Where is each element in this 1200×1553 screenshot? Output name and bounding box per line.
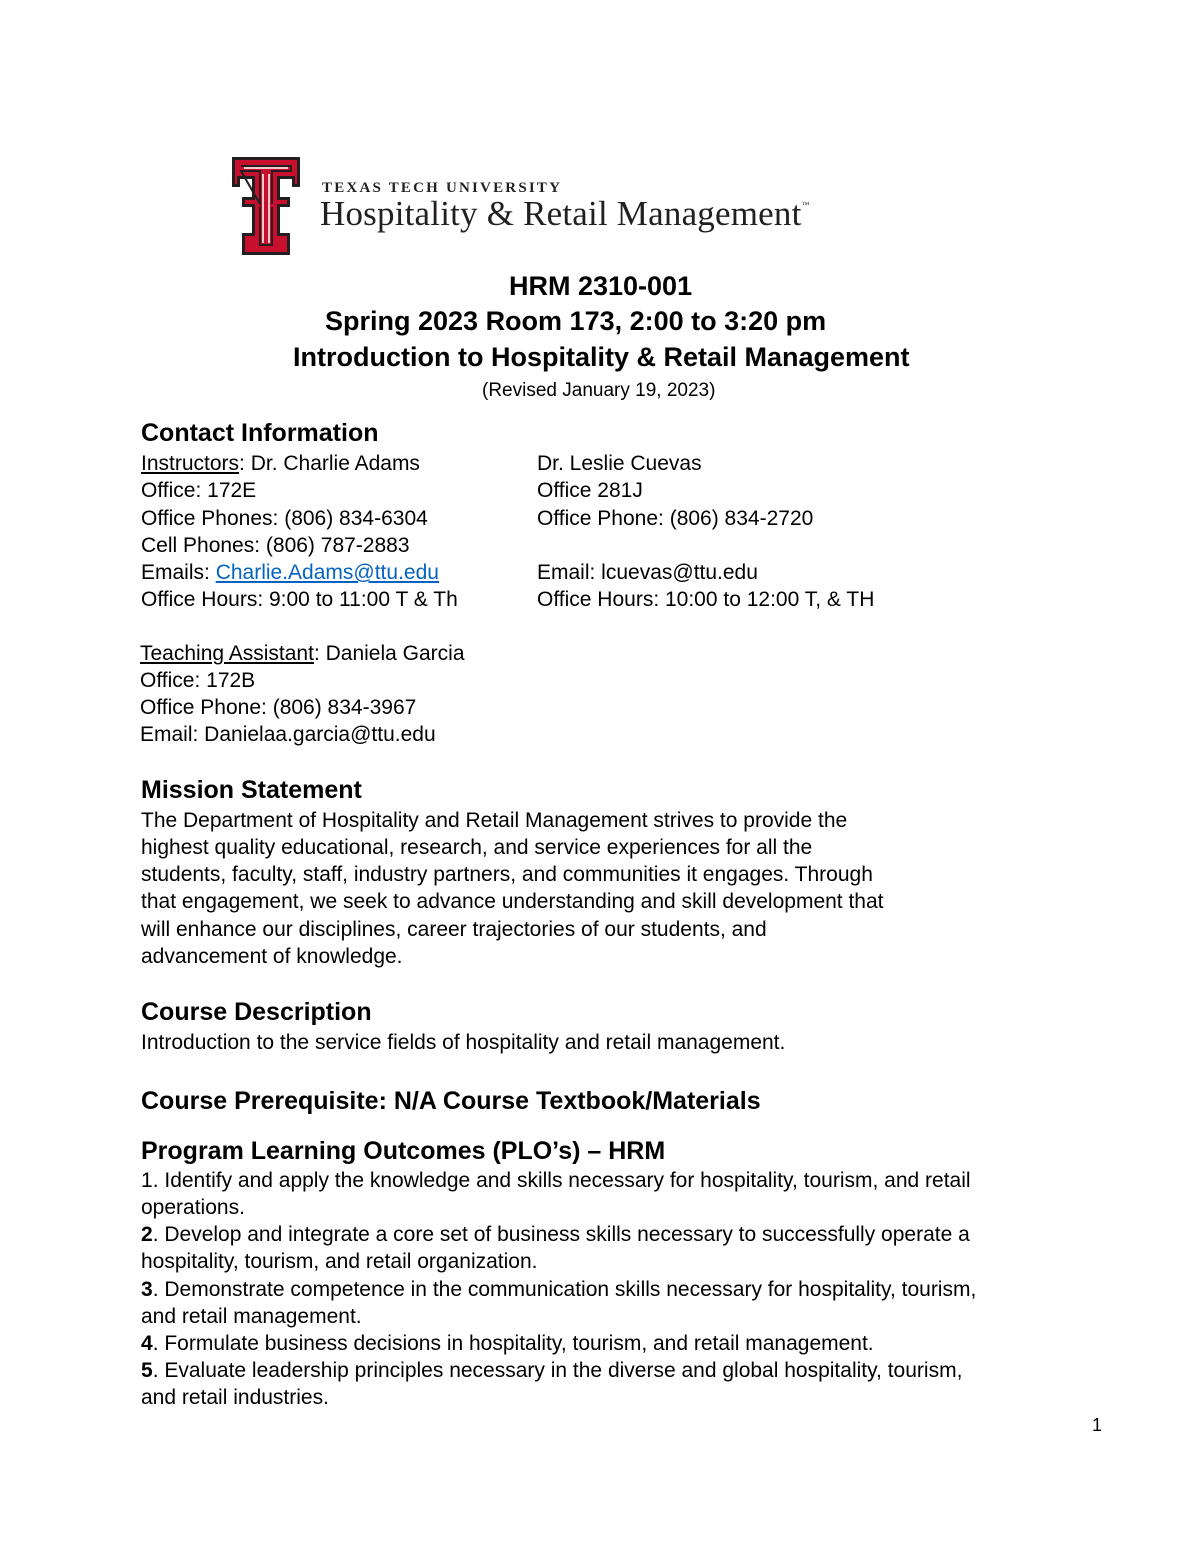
plo-text: . Formulate business decisions in hospitality, tourism, and retail management.: [152, 1332, 874, 1355]
instructor1-cell: Cell Phones: (806) 787-2883: [141, 534, 410, 557]
mission-line: students, faculty, staff, industry partners, and communities it engages. Through: [141, 863, 873, 886]
ta-office: Office: 172B: [140, 669, 256, 692]
plo-item-line: [141, 1221, 970, 1248]
university-name: TEXAS TECH UNIVERSITY: [322, 180, 563, 196]
plo-item-line: [141, 1357, 962, 1384]
plo-item-line: and retail industries.: [141, 1386, 329, 1409]
plo-number: 3: [141, 1278, 153, 1301]
mission-line: that engagement, we seek to advance understanding and skill development that: [141, 890, 884, 913]
plo-number: 1: [141, 1169, 153, 1192]
mission-line: highest quality educational, research, and service experiences for all the: [141, 836, 813, 859]
course-code: HRM 2310-001: [509, 271, 693, 301]
instructor2-office: Office 281J: [537, 479, 643, 502]
plo-item-line: operations.: [141, 1196, 245, 1219]
plo-item-line: hospitality, tourism, and retail organization.: [141, 1250, 538, 1273]
plo-item-line: [141, 1276, 976, 1303]
mission-heading: Mission Statement: [141, 776, 362, 804]
ta-label: Teaching Assistant: [140, 642, 314, 665]
plo-text: . Develop and integrate a core set of business skills necessary to successfully operate a: [152, 1223, 970, 1246]
mission-line: will enhance our disciplines, career trajectories of our students, and: [141, 918, 767, 941]
instructor1-name: : Dr. Charlie Adams: [239, 452, 420, 475]
instructor1-name-line: [141, 450, 420, 477]
plo-heading: Program Learning Outcomes (PLO’s) – HRM: [141, 1137, 666, 1165]
plo-number: 2: [141, 1223, 153, 1246]
instructor1-email-label: Emails:: [141, 561, 216, 584]
description-text: Introduction to the service fields of hospitality and retail management.: [141, 1031, 786, 1054]
instructor1-email-line: [141, 559, 439, 586]
instructor1-hours: Office Hours: 9:00 to 11:00 T & Th: [141, 588, 458, 611]
department-name-text: Hospitality & Retail Management: [320, 194, 802, 233]
ta-phone: Office Phone: (806) 834-3967: [140, 696, 417, 719]
plo-text: . Identify and apply the knowledge and skills necessary for hospitality, tourism, and retail: [152, 1169, 971, 1192]
trademark-symbol: ™: [801, 200, 810, 209]
prerequisite-heading: Course Prerequisite: N/A Course Textbook/Materials: [141, 1087, 761, 1115]
plo-text: . Evaluate leadership principles necessary in the diverse and global hospitality, tourism,: [152, 1359, 963, 1382]
plo-text: . Demonstrate competence in the communication skills necessary for hospitality, tourism,: [152, 1278, 977, 1301]
mission-line: advancement of knowledge.: [141, 945, 403, 968]
course-term-room-time: Spring 2023 Room 173, 2:00 to 3:20 pm: [325, 306, 827, 336]
ta-name: : Daniela Garcia: [313, 642, 465, 665]
instructor1-phone: Office Phones: (806) 834-6304: [141, 507, 428, 530]
mission-line: The Department of Hospitality and Retail Management strives to provide the: [141, 809, 848, 832]
plo-number: 4: [141, 1332, 153, 1355]
course-title: Introduction to Hospitality & Retail Management: [293, 342, 910, 372]
plo-item-line: and retail management.: [141, 1305, 362, 1328]
instructors-label: Instructors: [141, 452, 240, 475]
instructor2-hours: Office Hours: 10:00 to 12:00 T, & TH: [537, 588, 875, 611]
texas-tech-double-t-logo: [232, 157, 300, 255]
department-name: [320, 194, 810, 234]
revised-date: (Revised January 19, 2023): [482, 380, 716, 401]
instructor2-email: Email: lcuevas@ttu.edu: [537, 561, 758, 584]
instructor2-phone: Office Phone: (806) 834-2720: [537, 507, 814, 530]
plo-number: 5: [141, 1359, 153, 1382]
ta-name-line: [140, 640, 465, 667]
page-number: 1: [1092, 1415, 1103, 1435]
contact-heading: Contact Information: [141, 419, 379, 447]
plo-item-line: [141, 1167, 971, 1194]
instructor1-office: Office: 172E: [141, 479, 257, 502]
ta-email: Email: Danielaa.garcia@ttu.edu: [140, 723, 436, 746]
instructor1-email-link[interactable]: Charlie.Adams@ttu.edu: [215, 561, 439, 584]
plo-item-line: [141, 1330, 874, 1357]
instructor2-name: Dr. Leslie Cuevas: [537, 452, 702, 475]
description-heading: Course Description: [141, 998, 372, 1026]
